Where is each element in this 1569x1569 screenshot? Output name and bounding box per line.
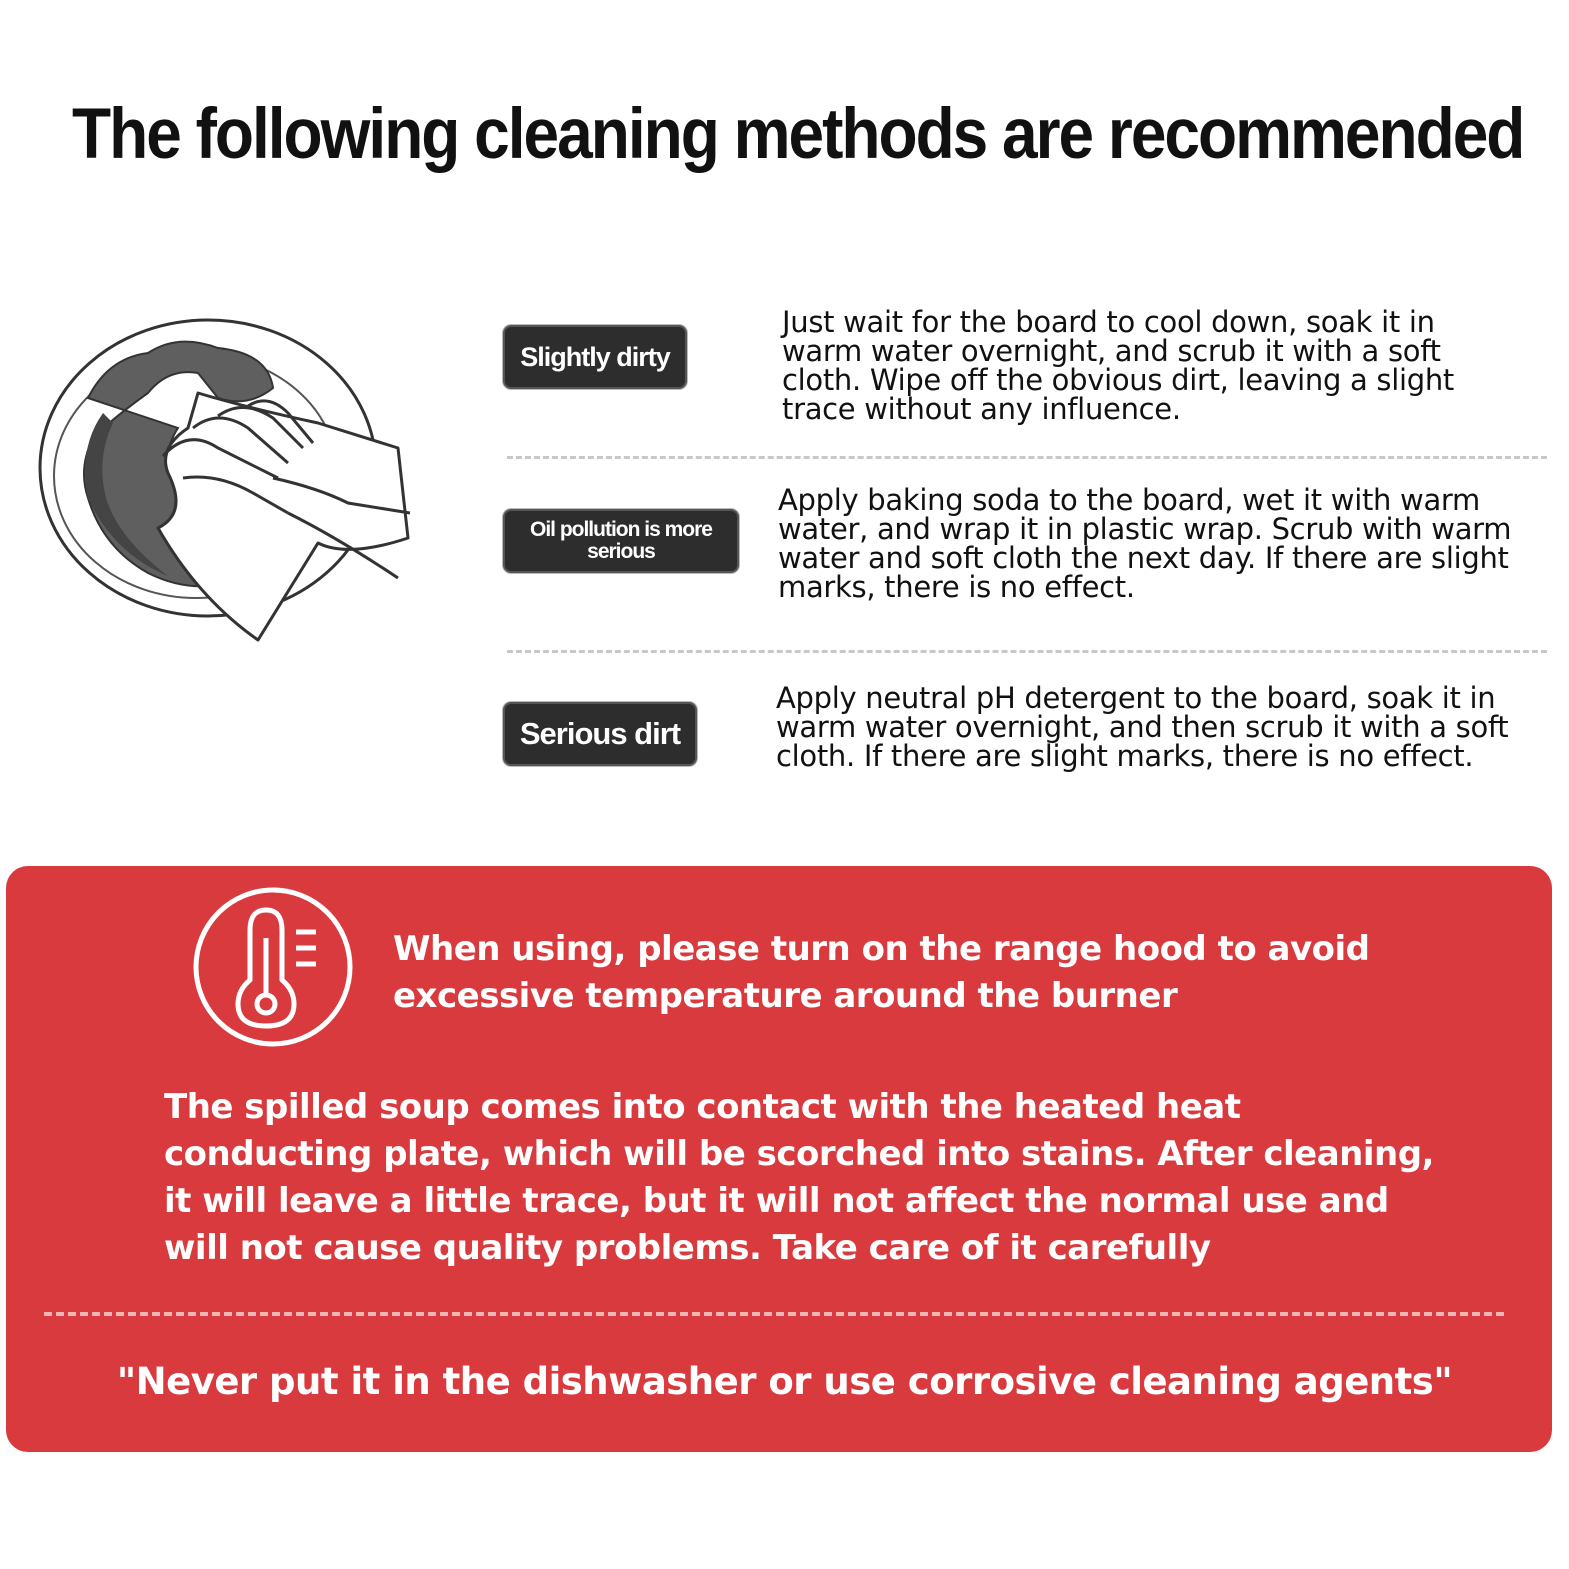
range-hood-notice: When using, please turn on the range hood to avoid excessive temperature around the burner [393, 929, 1370, 1016]
hand-wiping-plate-icon [18, 298, 418, 653]
dishwasher-warning: "Never put it in the dishwasher or use corrosive cleaning agents" [116, 1360, 1453, 1403]
method-description: Apply baking soda to the board, wet it with warm water, and wrap it in plastic wrap. Scrub with warm water and soft cloth the next day. If there are slight marks, there is no effect. [778, 483, 1512, 604]
spill-notice: The spilled soup comes into contact with the heated heat conducting plate, which will be scorched into stains. After cleaning, it will leave a little trace, but it will not affect the normal use and will not cause quality problems. Take care of it carefully [164, 1087, 1434, 1268]
page-title: The following cleaning methods are recommended [72, 93, 1524, 174]
thermometer-icon [188, 882, 358, 1052]
panel-divider [44, 1312, 1504, 1316]
tag-oil-pollution: Oil pollution is more serious [503, 509, 739, 573]
method-description: Just wait for the board to cool down, soak it in warm water overnight, and scrub it with a soft cloth. Wipe off the obvious dirt, leaving a slight trace without any influence. [782, 305, 1454, 426]
divider [507, 456, 1547, 459]
tag-serious-dirt: Serious dirt [503, 702, 697, 766]
divider [507, 650, 1547, 653]
method-description: Apply neutral pH detergent to the board, soak it in warm water overnight, and then scrub it with a soft cloth. If there are slight marks, there is no effect. [776, 681, 1509, 773]
tag-slightly-dirty: Slightly dirty [503, 325, 687, 389]
